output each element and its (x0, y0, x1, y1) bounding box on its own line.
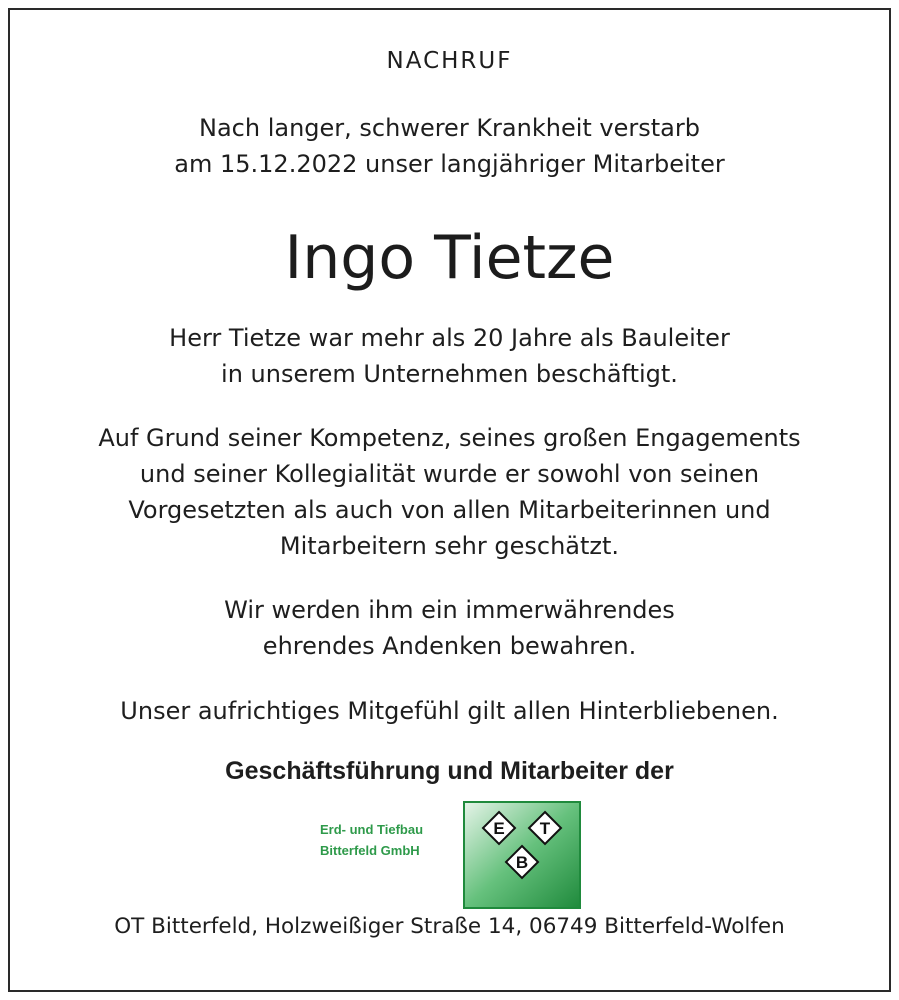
para2-line-4: Mitarbeitern sehr geschätzt. (279, 532, 620, 560)
condolence-line: Unser aufrichtiges Mitgefühl gilt allen Hinterbliebenen. (120, 697, 779, 725)
logo-company-line-1: Erd- und Tiefbau (320, 822, 424, 837)
para3-line-1: Wir werden ihm ein immerwährendes (224, 596, 675, 624)
para2-line-3: Vorgesetzten als auch von allen Mitarbeiterinnen und (128, 496, 771, 524)
logo-company-line-2: Bitterfeld GmbH (320, 843, 420, 858)
company-address: OT Bitterfeld, Holzweißiger Straße 14, 06749 Bitterfeld-Wolfen (114, 914, 785, 939)
para1-line-2: in unserem Unternehmen beschäftigt. (221, 360, 678, 388)
intro-line-1: Nach langer, schwerer Krankheit verstarb (199, 114, 700, 142)
company-logo (318, 801, 582, 909)
para2-line-2: und seiner Kollegialität wurde er sowohl von seinen (139, 460, 760, 488)
logo-letter-e: E (493, 819, 505, 838)
logo-letter-b: B (515, 853, 529, 872)
para2-line-1: Auf Grund seiner Kompetenz, seines großen Engagements (98, 424, 801, 452)
para1-line-1: Herr Tietze war mehr als 20 Jahre als Bauleiter (169, 324, 730, 352)
notice-heading: NACHRUF (386, 48, 513, 74)
logo-letter-t: T (539, 819, 551, 838)
signoff-line: Geschäftsführung und Mitarbeiter der (225, 757, 674, 785)
intro-line-2: am 15.12.2022 unser langjähriger Mitarbeiter (174, 150, 725, 178)
deceased-name: Ingo Tietze (284, 223, 615, 293)
para3-line-2: ehrendes Andenken bewahren. (262, 632, 637, 660)
